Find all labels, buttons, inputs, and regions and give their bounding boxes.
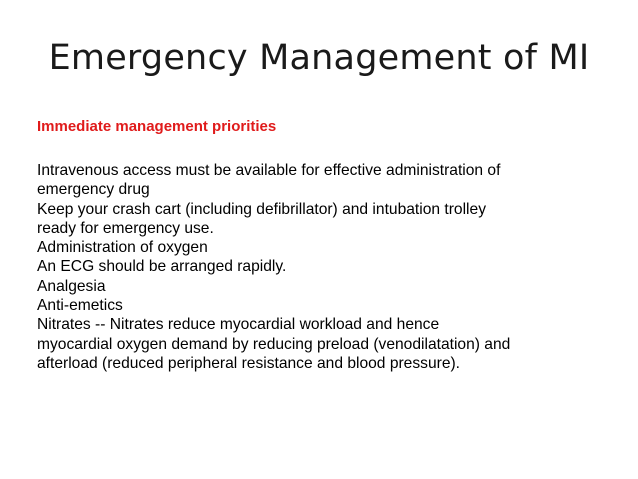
body-line: Keep your crash cart (including defibrillator) and intubation trolley xyxy=(37,200,486,218)
body-line: myocardial oxygen demand by reducing preload (venodilatation) and xyxy=(37,335,511,353)
body-line: ready for emergency use. xyxy=(37,219,214,237)
body-line: emergency drug xyxy=(37,181,150,199)
body-line: Nitrates -- Nitrates reduce myocardial workload and hence xyxy=(37,316,440,334)
section-subheading: Immediate management priorities xyxy=(37,118,277,135)
body-line: Intravenous access must be available for effective administration of xyxy=(37,162,501,179)
body-text xyxy=(37,161,617,373)
body-line: Anti-emetics xyxy=(37,297,123,315)
body-line: Analgesia xyxy=(37,277,106,295)
body-line: afterload (reduced peripheral resistance and blood pressure). xyxy=(37,354,461,372)
body-line: Administration of oxygen xyxy=(37,239,208,257)
slide-title: Emergency Management of MI xyxy=(48,38,590,78)
body-line: An ECG should be arranged rapidly. xyxy=(37,258,287,276)
